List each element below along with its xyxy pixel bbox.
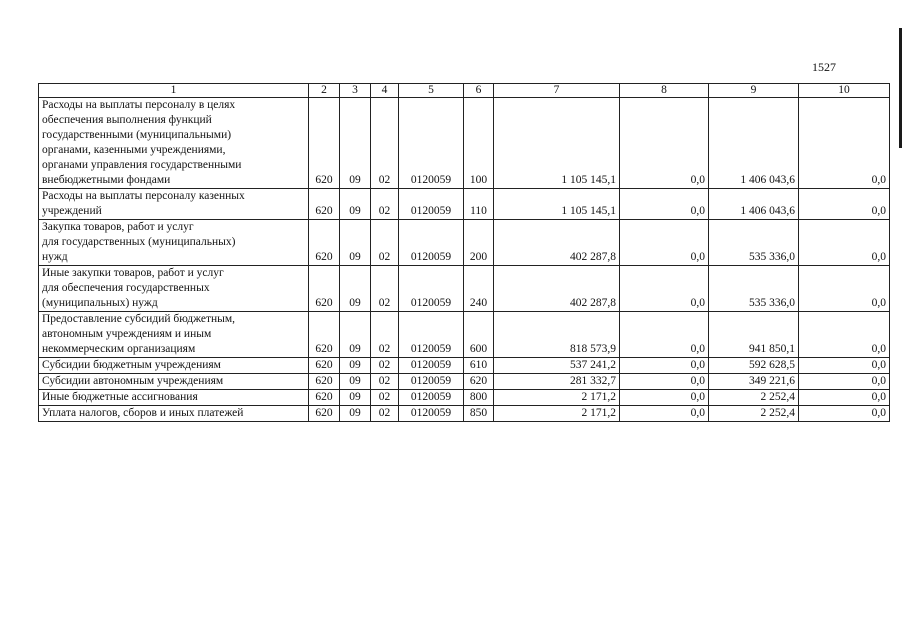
cell-amount-9: 1 406 043,6 — [709, 98, 799, 189]
cell-description — [39, 406, 309, 422]
table-row — [39, 312, 890, 358]
column-header: 2 — [309, 84, 340, 98]
cell-amount-10: 0,0 — [799, 358, 890, 374]
description-line: нужд — [42, 251, 68, 263]
cell-amount-9: 2 252,4 — [709, 406, 799, 422]
table-row — [39, 266, 890, 312]
cell-expense-type: 850 — [464, 406, 494, 422]
cell-target-article: 0120059 — [399, 374, 464, 390]
table-row — [39, 390, 890, 406]
column-header: 5 — [399, 84, 464, 98]
cell-subsection: 02 — [371, 358, 399, 374]
description-line: Расходы на выплаты персоналу в целях — [42, 99, 236, 111]
page-number: 1527 — [812, 60, 836, 74]
cell-grbs: 620 — [309, 390, 340, 406]
description-line: внебюджетными фондами — [42, 174, 171, 186]
cell-amount-8: 0,0 — [620, 266, 709, 312]
cell-amount-8: 0,0 — [620, 98, 709, 189]
cell-amount-10: 0,0 — [799, 374, 890, 390]
cell-amount-9: 535 336,0 — [709, 266, 799, 312]
cell-subsection: 02 — [371, 374, 399, 390]
cell-grbs: 620 — [309, 312, 340, 358]
cell-expense-type: 200 — [464, 220, 494, 266]
cell-subsection: 02 — [371, 406, 399, 422]
description-line: для государственных (муниципальных) — [42, 236, 236, 248]
cell-subsection: 02 — [371, 220, 399, 266]
cell-subsection: 02 — [371, 189, 399, 220]
cell-section: 09 — [340, 390, 371, 406]
cell-expense-type: 100 — [464, 98, 494, 189]
cell-amount-10: 0,0 — [799, 406, 890, 422]
description-line: (муниципальных) нужд — [42, 297, 158, 309]
cell-section: 09 — [340, 358, 371, 374]
cell-subsection: 02 — [371, 98, 399, 189]
cell-section: 09 — [340, 189, 371, 220]
cell-subsection: 02 — [371, 312, 399, 358]
cell-description — [39, 374, 309, 390]
cell-section: 09 — [340, 374, 371, 390]
table-row — [39, 358, 890, 374]
cell-amount-10: 0,0 — [799, 189, 890, 220]
cell-amount-8: 0,0 — [620, 374, 709, 390]
description-line: органами, казенными учреждениями, — [42, 144, 226, 156]
cell-amount-9: 592 628,5 — [709, 358, 799, 374]
column-header: 7 — [494, 84, 620, 98]
cell-amount-9: 941 850,1 — [709, 312, 799, 358]
cell-amount-8: 0,0 — [620, 390, 709, 406]
cell-amount-7: 2 171,2 — [494, 390, 620, 406]
cell-amount-7: 537 241,2 — [494, 358, 620, 374]
cell-description — [39, 390, 309, 406]
cell-amount-8: 0,0 — [620, 406, 709, 422]
description-line: Предоставление субсидий бюджетным, — [42, 313, 236, 325]
cell-amount-10: 0,0 — [799, 98, 890, 189]
cell-grbs: 620 — [309, 266, 340, 312]
cell-amount-10: 0,0 — [799, 266, 890, 312]
cell-amount-9: 2 252,4 — [709, 390, 799, 406]
description-line: Закупка товаров, работ и услуг — [42, 221, 194, 233]
description-line: некоммерческим организациям — [42, 343, 196, 355]
description-line: органами управления государственными — [42, 159, 242, 171]
column-header: 1 — [39, 84, 309, 98]
table-row — [39, 406, 890, 422]
cell-amount-7: 402 287,8 — [494, 266, 620, 312]
cell-expense-type: 800 — [464, 390, 494, 406]
description-line: Расходы на выплаты персоналу казенных — [42, 190, 245, 202]
description-line: Субсидии бюджетным учреждениям — [42, 359, 221, 371]
cell-subsection: 02 — [371, 390, 399, 406]
cell-amount-10: 0,0 — [799, 312, 890, 358]
description-line: Иные бюджетные ассигнования — [42, 391, 198, 403]
table-header-row — [39, 84, 890, 98]
column-header: 8 — [620, 84, 709, 98]
cell-amount-10: 0,0 — [799, 390, 890, 406]
cell-amount-7: 2 171,2 — [494, 406, 620, 422]
cell-amount-7: 402 287,8 — [494, 220, 620, 266]
cell-grbs: 620 — [309, 189, 340, 220]
description-line: Уплата налогов, сборов и иных платежей — [42, 407, 244, 419]
cell-amount-9: 1 406 043,6 — [709, 189, 799, 220]
cell-grbs: 620 — [309, 220, 340, 266]
column-header: 3 — [340, 84, 371, 98]
cell-grbs: 620 — [309, 406, 340, 422]
cell-expense-type: 610 — [464, 358, 494, 374]
cell-target-article: 0120059 — [399, 406, 464, 422]
table-row — [39, 374, 890, 390]
cell-target-article: 0120059 — [399, 98, 464, 189]
column-header: 6 — [464, 84, 494, 98]
cell-subsection: 02 — [371, 266, 399, 312]
cell-target-article: 0120059 — [399, 266, 464, 312]
cell-section: 09 — [340, 98, 371, 189]
table-row — [39, 98, 890, 189]
scan-edge-mark — [899, 28, 902, 148]
description-line: Субсидии автономным учреждениям — [42, 375, 224, 387]
description-line: обеспечения выполнения функций — [42, 114, 212, 126]
description-line: Иные закупки товаров, работ и услуг — [42, 267, 224, 279]
cell-amount-9: 535 336,0 — [709, 220, 799, 266]
cell-amount-8: 0,0 — [620, 220, 709, 266]
table-row — [39, 220, 890, 266]
cell-amount-10: 0,0 — [799, 220, 890, 266]
cell-description — [39, 266, 309, 312]
cell-expense-type: 240 — [464, 266, 494, 312]
cell-amount-7: 281 332,7 — [494, 374, 620, 390]
cell-description — [39, 312, 309, 358]
column-header: 9 — [709, 84, 799, 98]
cell-target-article: 0120059 — [399, 189, 464, 220]
cell-target-article: 0120059 — [399, 358, 464, 374]
cell-section: 09 — [340, 220, 371, 266]
cell-target-article: 0120059 — [399, 220, 464, 266]
cell-section: 09 — [340, 406, 371, 422]
cell-amount-7: 818 573,9 — [494, 312, 620, 358]
cell-amount-8: 0,0 — [620, 358, 709, 374]
cell-grbs: 620 — [309, 374, 340, 390]
description-line: автономным учреждениям и иным — [42, 328, 212, 340]
column-header: 4 — [371, 84, 399, 98]
cell-expense-type: 600 — [464, 312, 494, 358]
cell-expense-type: 620 — [464, 374, 494, 390]
description-line: учреждений — [42, 205, 102, 217]
cell-amount-8: 0,0 — [620, 312, 709, 358]
description-line: для обеспечения государственных — [42, 282, 210, 294]
cell-target-article: 0120059 — [399, 390, 464, 406]
cell-description — [39, 220, 309, 266]
cell-amount-9: 349 221,6 — [709, 374, 799, 390]
cell-grbs: 620 — [309, 98, 340, 189]
cell-expense-type: 110 — [464, 189, 494, 220]
cell-amount-7: 1 105 145,1 — [494, 189, 620, 220]
cell-amount-8: 0,0 — [620, 189, 709, 220]
table-row — [39, 189, 890, 220]
budget-table — [38, 83, 890, 422]
cell-amount-7: 1 105 145,1 — [494, 98, 620, 189]
cell-section: 09 — [340, 312, 371, 358]
cell-description — [39, 189, 309, 220]
column-header: 10 — [799, 84, 890, 98]
cell-description — [39, 98, 309, 189]
description-line: государственными (муниципальными) — [42, 129, 232, 141]
cell-section: 09 — [340, 266, 371, 312]
cell-description — [39, 358, 309, 374]
cell-target-article: 0120059 — [399, 312, 464, 358]
cell-grbs: 620 — [309, 358, 340, 374]
